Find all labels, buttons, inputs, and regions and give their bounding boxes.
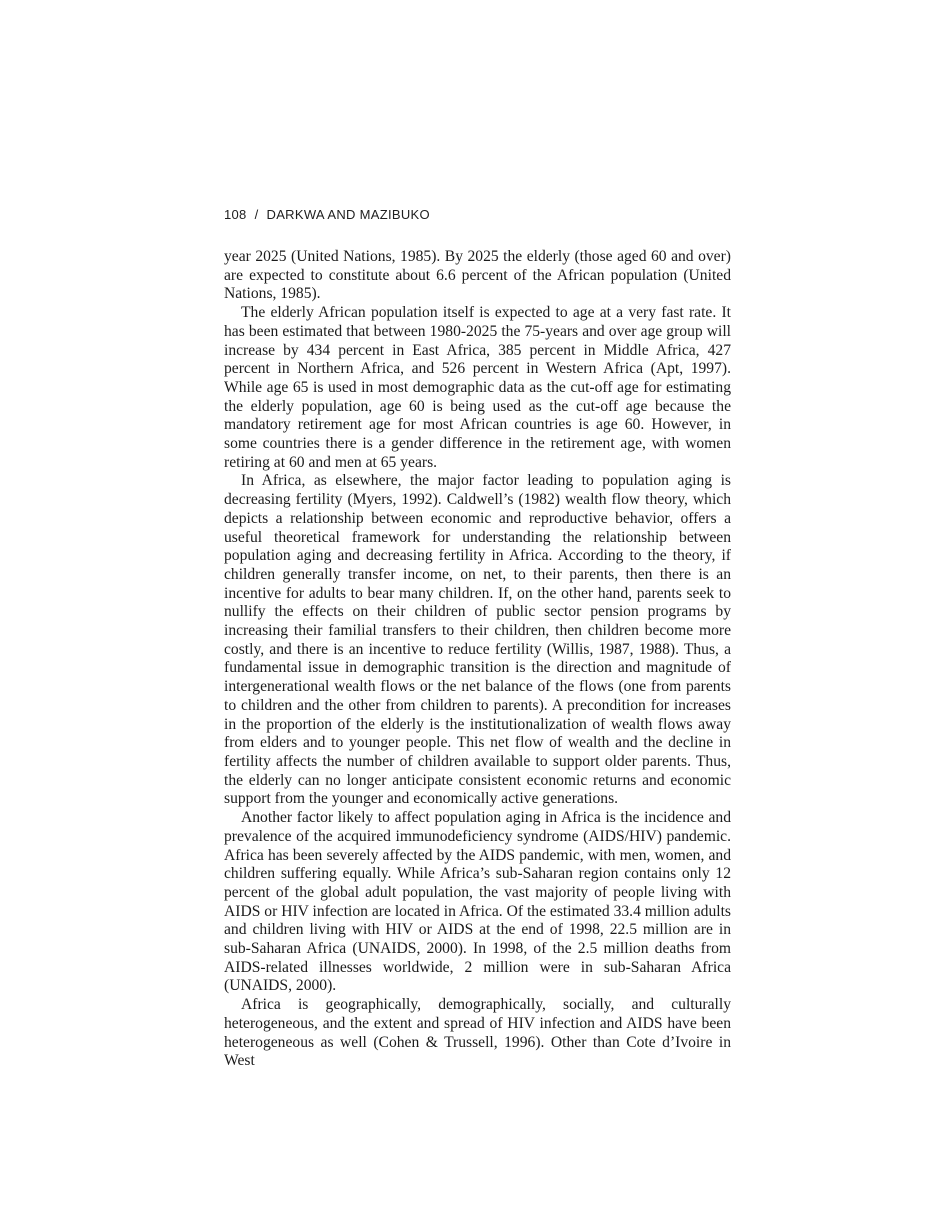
- paragraph: The elderly African population itself is expected to age at a very fast rate. It has been estimated that between 1980-2025 the 75-years and over age group will increase by 434 percent in East Africa, 385 percent in Middle Africa, 427 percent in Northern Africa, and 526 percent in Western Africa (Apt, 1997). While age 65 is used in most demographic data as the cut-off age for estimating the elderly population, age 60 is being used as the cut-off age because the mandatory retirement age for most African countries is age 60. However, in some countries there is a gender difference in the retirement age, with women retiring at 60 and men at 65 years.: [224, 304, 731, 471]
- running-header: [224, 207, 731, 222]
- header-separator: /: [254, 207, 259, 222]
- page-number: 108: [224, 207, 247, 222]
- body-text: [224, 248, 731, 1071]
- paragraph: Africa is geographically, demographically, socially, and culturally heterogeneous, and the extent and spread of HIV infection and AIDS have been heterogeneous as well (Cohen & Trussell, 1996). Other than Cote d’Ivoire in West: [224, 996, 731, 1070]
- paragraph: In Africa, as elsewhere, the major factor leading to population aging is decreasing fertility (Myers, 1992). Caldwell’s (1982) wealth flow theory, which depicts a relationship between economic and reproductive behavior, offers a useful theoretical framework for understanding the relationship between population aging and decreasing fertility in Africa. According to the theory, if children generally transfer income, on net, to their parents, then there is an incentive for adults to bear many children. If, on the other hand, parents seek to nullify the effects on their children of public sector pension programs by increasing their familial transfers to their children, then children become more costly, and there is an incentive to reduce fertility (Willis, 1987, 1988). Thus, a fundamental issue in demographic transition is the direction and magnitude of intergenerational wealth flows or the net balance of the flows (one from parents to children and the other from children to parents). A precondition for increases in the proportion of the elderly is the institutionalization of wealth flows away from elders and to younger people. This net flow of wealth and the decline in fertility affects the number of children available to support older parents. Thus, the elderly can no longer anticipate consistent economic returns and economic support from the younger and economically active generations.: [224, 472, 731, 808]
- document-page: [224, 207, 731, 1071]
- paragraph-continuation: year 2025 (United Nations, 1985). By 2025 the elderly (those aged 60 and over) are expected to constitute about 6.6 percent of the African population (United Nations, 1985).: [224, 248, 731, 303]
- running-header-authors: DARKWA AND MAZIBUKO: [266, 207, 430, 222]
- paragraph: Another factor likely to affect population aging in Africa is the incidence and prevalence of the acquired immunodeficiency syndrome (AIDS/HIV) pandemic. Africa has been severely affected by the AIDS pandemic, with men, women, and children suffering equally. While Africa’s sub-Saharan region contains only 12 percent of the global adult population, the vast majority of people living with AIDS or HIV infection are located in Africa. Of the estimated 33.4 million adults and children living with HIV or AIDS at the end of 1998, 22.5 million are in sub-Saharan Africa (UNAIDS, 2000). In 1998, of the 2.5 million deaths from AIDS-related illnesses worldwide, 2 million were in sub-Saharan Africa (UNAIDS, 2000).: [224, 809, 731, 995]
